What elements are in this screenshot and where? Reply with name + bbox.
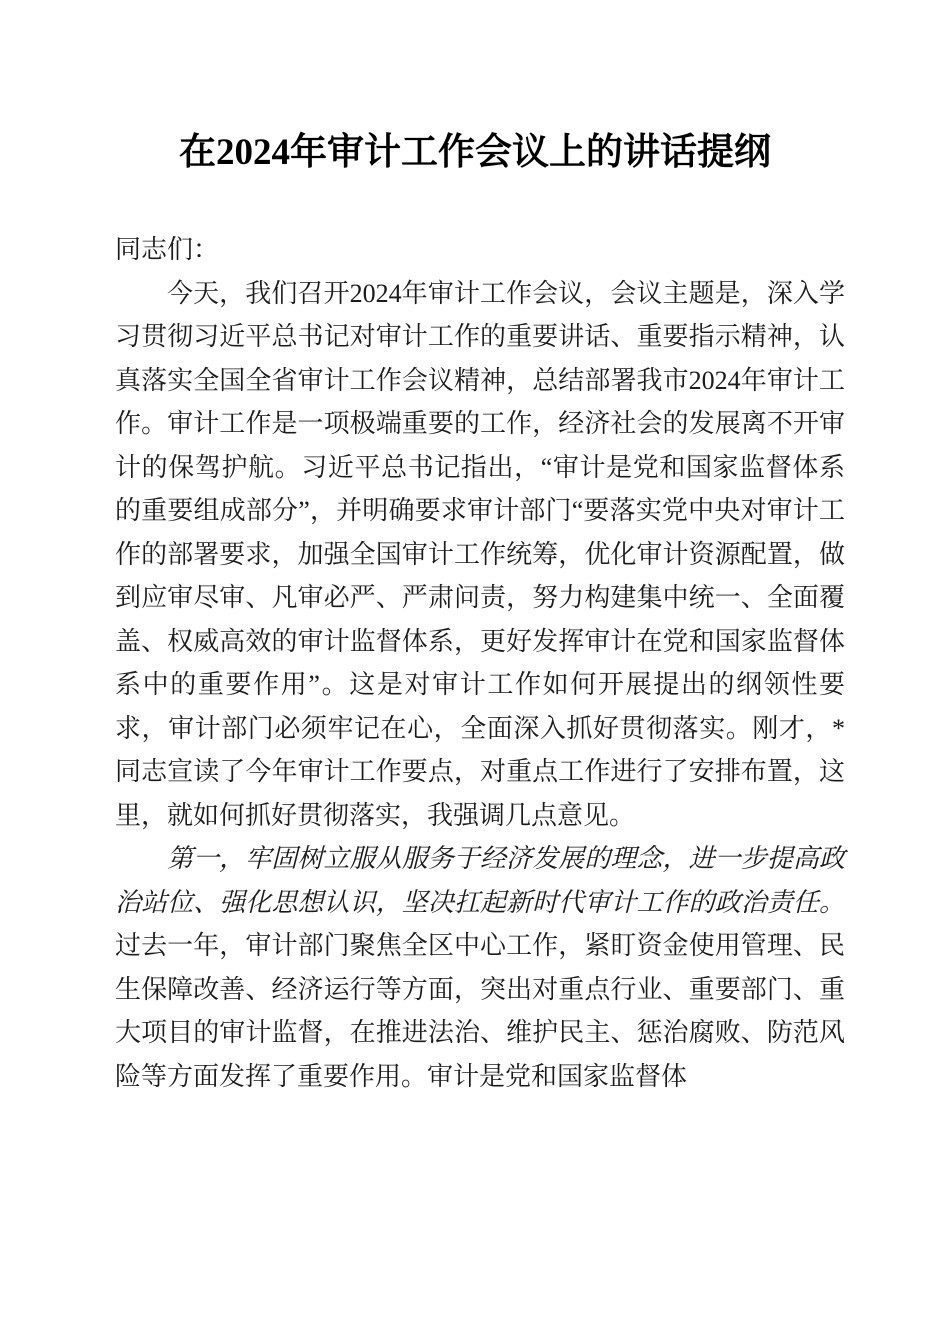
paragraph-2-emphasis-sentence: 第一，牢固树立服从服务于经济发展的理念，进一步提高政治站位、强化思想认识，坚决扛起新时代审计工作的政治责任。 (115, 844, 845, 917)
salutation: 同志们： (115, 235, 220, 264)
paragraph-2 (115, 837, 845, 1098)
document-body (115, 228, 845, 1098)
paragraph-1: 今天，我们召开2024年审计工作会议，会议主题是，深入学习贯彻习近平总书记对审计工作的重要讲话、重要指示精神，认真落实全国全省审计工作会议精神，总结部署我市2024年审计工作。审计工作是一项极端重要的工作，经济社会的发展离不开审计的保驾护航。习近平总书记指出，“审计是党和国家监督体系的重要组成部分”，并明确要求审计部门“要落实党中央对审计工作的部署要求，加强全国审计工作统筹，优化审计资源配置，做到应审尽审、凡审必严、严肃问责，努力构建集中统一、全面覆盖、权威高效的审计监督体系，更好发挥审计在党和国家监督体系中的重要作用”。这是对审计工作如何开展提出的纲领性要求，审计部门必须牢记在心，全面深入抓好贯彻落实。刚才，*同志宣读了今年审计工作要点，对重点工作进行了安排布置，这里，就如何抓好贯彻落实，我强调几点意见。 (115, 278, 845, 830)
document-title: 在2024年审计工作会议上的讲话提纲 (179, 132, 771, 173)
paragraph-2-rest-text: 过去一年，审计部门聚焦全区中心工作，紧盯资金使用管理、民生保障改善、经济运行等方面，突出对重点行业、重要部门、重大项目的审计监督，在推进法治、维护民主、惩治腐败、防范风险等方面发挥了重要作用。审计是党和国家监督体 (115, 931, 845, 1091)
